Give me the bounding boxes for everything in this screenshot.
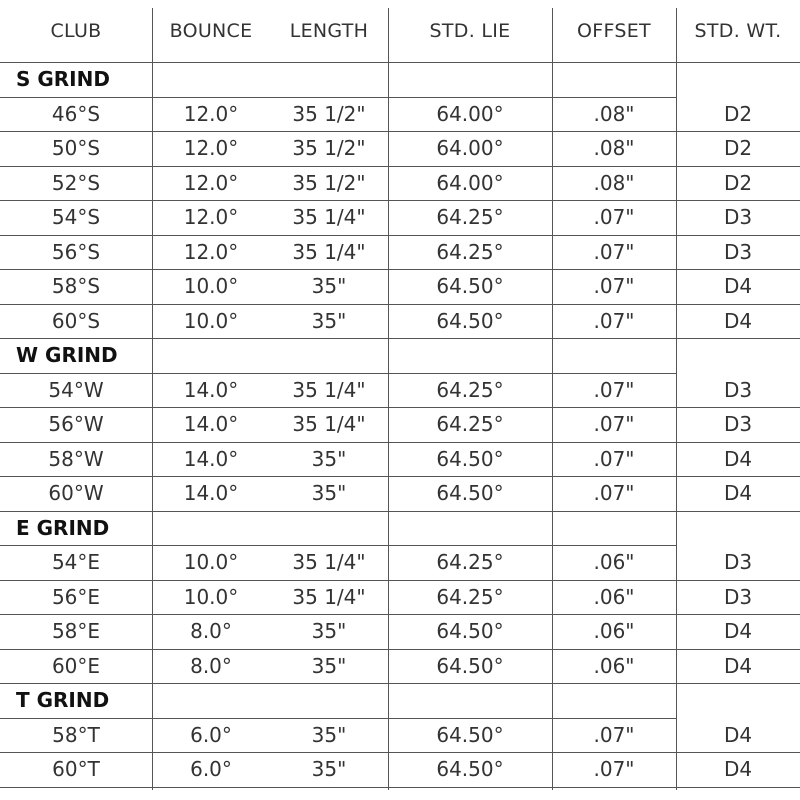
spec-value: 35 1/4" xyxy=(292,550,366,574)
section-title: T GRIND xyxy=(16,688,110,712)
spec-value: 35 1/4" xyxy=(292,412,366,436)
club-name: 56°E xyxy=(51,584,101,609)
spec-value: D4 xyxy=(723,653,753,678)
spec-value: D3 xyxy=(723,584,753,609)
section-title: S GRIND xyxy=(16,67,110,91)
spec-value: 10.0° xyxy=(183,308,239,333)
spec-value: 35" xyxy=(311,653,347,678)
spec-value: D4 xyxy=(723,722,753,747)
spec-value: 8.0° xyxy=(190,619,232,643)
spec-value: .08" xyxy=(593,170,635,195)
spec-value: D3 xyxy=(723,550,753,574)
spec-value: D3 xyxy=(723,377,753,402)
spec-value: 64.25° xyxy=(436,205,504,229)
spec-value: 12.0° xyxy=(183,136,239,160)
spec-value: D4 xyxy=(723,481,753,505)
spec-value: D4 xyxy=(723,308,753,333)
spec-value: .08" xyxy=(593,136,635,160)
spec-value: D2 xyxy=(723,136,753,160)
spec-value: .07" xyxy=(593,412,635,436)
spec-value: .07" xyxy=(593,239,635,264)
spec-value: 35 1/4" xyxy=(292,239,366,264)
spec-value: 10.0° xyxy=(183,550,239,574)
spec-value: 14.0° xyxy=(183,377,239,402)
spec-value: 64.25° xyxy=(436,239,504,264)
spec-value: 6.0° xyxy=(190,722,232,747)
spec-value: 10.0° xyxy=(183,584,239,609)
column-header: STD. WT. xyxy=(694,20,782,42)
spec-value: 6.0° xyxy=(190,757,232,781)
row-divider xyxy=(0,683,800,684)
spec-value: 64.25° xyxy=(436,412,504,436)
spec-value: D4 xyxy=(723,757,753,781)
spec-value: 35" xyxy=(311,619,347,643)
club-name: 54°S xyxy=(51,205,101,229)
spec-value: 14.0° xyxy=(183,446,239,471)
spec-value: D4 xyxy=(723,274,753,298)
club-name: 56°S xyxy=(51,239,101,264)
spec-value: .07" xyxy=(593,308,635,333)
spec-value: 64.25° xyxy=(436,377,504,402)
club-name: 54°W xyxy=(48,377,104,402)
row-divider xyxy=(0,62,800,63)
club-name: 58°W xyxy=(48,446,104,471)
spec-value: .07" xyxy=(593,274,635,298)
spec-value: 35" xyxy=(311,446,347,471)
spec-value: 64.00° xyxy=(436,170,504,195)
spec-value: .06" xyxy=(593,584,635,609)
spec-value: 12.0° xyxy=(183,170,239,195)
spec-value: 8.0° xyxy=(190,653,232,678)
club-name: 46°S xyxy=(51,101,101,126)
spec-value: 35 1/2" xyxy=(292,101,366,126)
spec-value: .07" xyxy=(593,377,635,402)
spec-value: 12.0° xyxy=(183,101,239,126)
spec-value: 64.00° xyxy=(436,101,504,126)
spec-value: 64.50° xyxy=(436,274,504,298)
spec-value: 12.0° xyxy=(183,239,239,264)
spec-value: 64.25° xyxy=(436,584,504,609)
spec-value: .07" xyxy=(593,722,635,747)
column-header: CLUB xyxy=(50,20,102,42)
spec-value: .07" xyxy=(593,481,635,505)
club-name: 60°T xyxy=(52,757,100,781)
club-name: 56°W xyxy=(48,412,104,436)
club-name: 60°S xyxy=(51,308,101,333)
spec-value: 14.0° xyxy=(183,481,239,505)
spec-value: 64.50° xyxy=(436,722,504,747)
spec-value: .06" xyxy=(593,619,635,643)
row-divider xyxy=(0,787,800,788)
spec-value: D2 xyxy=(723,101,753,126)
spec-value: 64.00° xyxy=(436,136,504,160)
spec-value: 35" xyxy=(311,722,347,747)
club-name: 60°W xyxy=(48,481,104,505)
column-header: LENGTH xyxy=(289,20,369,42)
row-divider xyxy=(0,338,800,339)
spec-value: 35" xyxy=(311,481,347,505)
section-title: W GRIND xyxy=(16,343,118,367)
column-header: STD. LIE xyxy=(429,20,511,42)
spec-value: D3 xyxy=(723,239,753,264)
club-name: 58°T xyxy=(52,722,100,747)
spec-value: .06" xyxy=(593,550,635,574)
spec-value: D3 xyxy=(723,412,753,436)
spec-value: 64.25° xyxy=(436,550,504,574)
spec-value: 64.50° xyxy=(436,308,504,333)
club-name: 52°S xyxy=(51,170,101,195)
club-name: 50°S xyxy=(51,136,101,160)
spec-value: 64.50° xyxy=(436,619,504,643)
club-name: 58°E xyxy=(51,619,101,643)
row-divider xyxy=(0,511,800,512)
column-header: OFFSET xyxy=(577,20,651,42)
spec-value: 35 1/4" xyxy=(292,377,366,402)
spec-value: .06" xyxy=(593,653,635,678)
spec-value: D4 xyxy=(723,619,753,643)
section-title: E GRIND xyxy=(16,515,110,540)
spec-value: 14.0° xyxy=(183,412,239,436)
spec-value: .07" xyxy=(593,446,635,471)
spec-value: .07" xyxy=(593,205,635,229)
spec-value: 64.50° xyxy=(436,757,504,781)
spec-value: 35 1/2" xyxy=(292,170,366,195)
spec-value: 64.50° xyxy=(436,653,504,678)
spec-value: 64.50° xyxy=(436,446,504,471)
spec-value: D2 xyxy=(723,170,753,195)
spec-value: 35" xyxy=(311,308,347,333)
club-name: 58°S xyxy=(51,274,101,298)
spec-value: 64.50° xyxy=(436,481,504,505)
spec-value: 35" xyxy=(311,274,347,298)
spec-value: 35" xyxy=(311,757,347,781)
spec-value: D3 xyxy=(723,205,753,229)
column-header: BOUNCE xyxy=(169,20,253,42)
spec-value: 35 1/4" xyxy=(292,205,366,229)
spec-value: 10.0° xyxy=(183,274,239,298)
club-name: 54°E xyxy=(51,550,101,574)
spec-value: 12.0° xyxy=(183,205,239,229)
spec-value: 35 1/4" xyxy=(292,584,366,609)
club-name: 60°E xyxy=(51,653,101,678)
spec-value: 35 1/2" xyxy=(292,136,366,160)
spec-value: .07" xyxy=(593,757,635,781)
spec-value: D4 xyxy=(723,446,753,471)
spec-value: .08" xyxy=(593,101,635,126)
